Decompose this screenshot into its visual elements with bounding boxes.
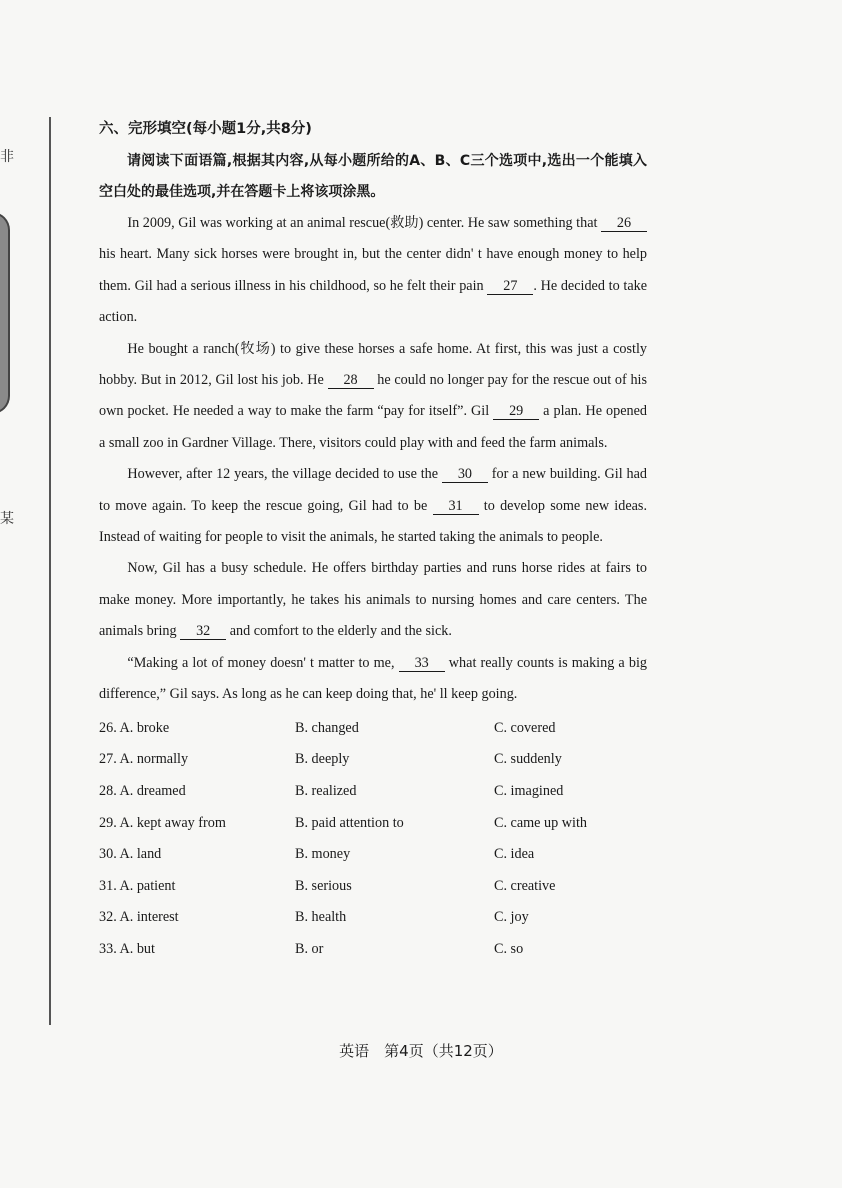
edge-mark-top: 非 bbox=[0, 150, 14, 165]
section-instruction: 请阅读下面语篇,根据其内容,从每小题所给的A、B、C三个选项中,选出一个能填入空白处的最佳选项,并在答题卡上将该项涂黑。 bbox=[99, 153, 647, 200]
section-title: 六、完形填空(每小题1分,共8分) bbox=[99, 121, 312, 137]
option-row-26 bbox=[99, 713, 647, 745]
option-c: C. suddenly bbox=[494, 751, 562, 768]
text-run: what really counts is making a big difference,” Gil says. As long as he can keep doing that, he' ll keep going. bbox=[99, 654, 647, 703]
text-run: Now, Gil has a busy schedule. He offers birthday parties and runs horse rides at fairs to make money. More importantly, he takes his animals to nursing homes and care centers. The animals bring bbox=[99, 560, 647, 640]
text-run: “Making a lot of money doesn' t matter to me, bbox=[127, 654, 399, 671]
option-b: B. changed bbox=[295, 719, 359, 736]
edge-mark-middle: 某 bbox=[0, 512, 14, 527]
paragraph-1 bbox=[99, 208, 647, 334]
blank-29: 29 bbox=[493, 403, 539, 420]
option-b: B. serious bbox=[295, 877, 352, 894]
option-row-29 bbox=[99, 807, 647, 839]
blank-31: 31 bbox=[433, 498, 479, 515]
option-c: C. so bbox=[494, 940, 524, 957]
passage bbox=[99, 208, 647, 711]
option-row-27 bbox=[99, 744, 647, 776]
option-row-28 bbox=[99, 776, 647, 808]
option-a: 26. A. broke bbox=[99, 719, 170, 736]
option-b: B. paid attention to bbox=[295, 814, 404, 831]
text-run: his heart. Many sick horses were brought in, but the center didn' t have enough money to help them. Gil had a serious illness in his childhood, so he felt their pain bbox=[99, 246, 647, 294]
option-a: 31. A. patient bbox=[99, 877, 176, 894]
option-a: 30. A. land bbox=[99, 846, 162, 863]
paragraph-2 bbox=[99, 334, 647, 460]
page-footer: 英语 第4页（共12页） bbox=[339, 1042, 503, 1060]
option-row-32 bbox=[99, 902, 647, 934]
text-run: he could no longer pay for the rescue out of his own pocket. He needed a way to make the farm “pay for itself”. Gil bbox=[99, 372, 647, 420]
blank-27: 27 bbox=[487, 278, 533, 295]
cloze-section bbox=[99, 118, 647, 965]
text-run: He bought a ranch(牧场) to give these horses a safe home. At first, this was just a costly hobby. But in 2012, Gil lost his job. He bbox=[99, 340, 647, 389]
binding-edge-shape bbox=[0, 212, 10, 414]
paragraph-4 bbox=[99, 553, 647, 647]
blank-30: 30 bbox=[442, 466, 488, 483]
option-c: C. imagined bbox=[494, 782, 564, 799]
option-b: B. realized bbox=[295, 782, 357, 799]
text-run: However, after 12 years, the village decided to use the bbox=[127, 466, 442, 483]
option-b: B. deeply bbox=[295, 751, 350, 768]
option-a: 29. A. kept away from bbox=[99, 814, 226, 831]
option-a: 32. A. interest bbox=[99, 909, 179, 926]
option-row-31 bbox=[99, 870, 647, 902]
option-a: 28. A. dreamed bbox=[99, 782, 186, 799]
option-c: C. idea bbox=[494, 846, 535, 863]
option-a: 27. A. normally bbox=[99, 751, 189, 768]
option-c: C. came up with bbox=[494, 814, 587, 831]
text-run: for a new building. Gil had to move again. To keep the rescue going, Gil had to be bbox=[99, 466, 647, 514]
text-run: a plan. He opened a small zoo in Gardner Village. There, visitors could play with and feed the farm animals. bbox=[99, 403, 647, 451]
option-b: B. or bbox=[295, 940, 324, 957]
option-c: C. creative bbox=[494, 877, 556, 894]
paragraph-3 bbox=[99, 459, 647, 553]
margin-line bbox=[49, 117, 51, 1025]
text-run: and comfort to the elderly and the sick. bbox=[226, 623, 452, 640]
option-a: 33. A. but bbox=[99, 940, 155, 957]
blank-28: 28 bbox=[328, 372, 374, 389]
option-b: B. health bbox=[295, 909, 347, 926]
blank-32: 32 bbox=[180, 623, 226, 640]
option-row-33 bbox=[99, 934, 647, 966]
option-c: C. joy bbox=[494, 909, 529, 926]
option-c: C. covered bbox=[494, 719, 556, 736]
option-row-30 bbox=[99, 839, 647, 871]
text-run: to develop some new ideas. Instead of waiting for people to visit the animals, he started taking the animals to people. bbox=[99, 497, 648, 546]
option-b: B. money bbox=[295, 846, 351, 863]
blank-26: 26 bbox=[601, 215, 647, 232]
text-run: . He decided to take action. bbox=[99, 277, 648, 326]
blank-33: 33 bbox=[399, 655, 445, 672]
paragraph-5 bbox=[99, 648, 647, 711]
text-run: In 2009, Gil was working at an animal rescue(救助) center. He saw something that bbox=[127, 215, 601, 231]
options-list bbox=[99, 713, 647, 966]
